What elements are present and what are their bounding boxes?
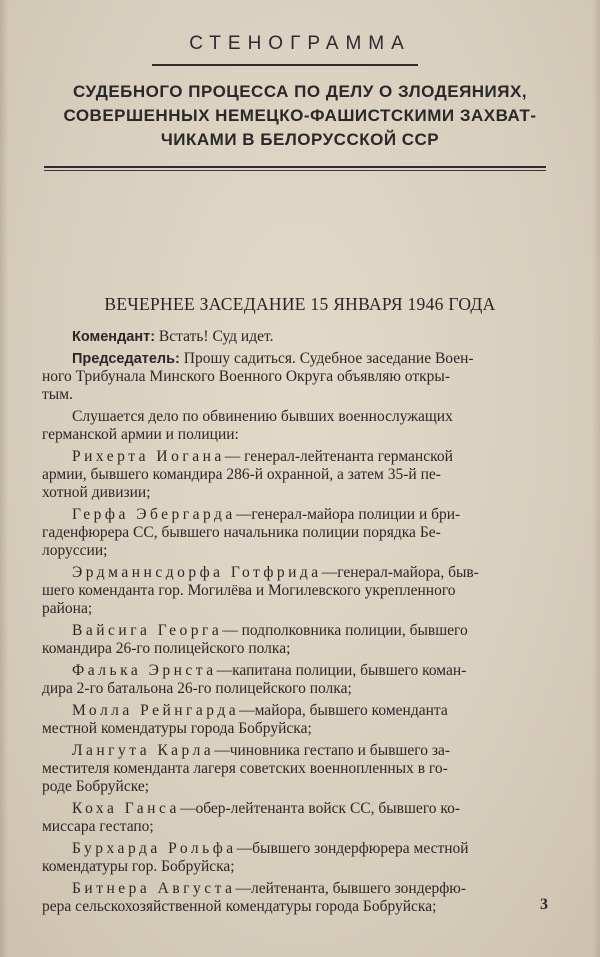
speaker-label: Комендант:	[72, 329, 156, 345]
line-text: —обер-лейтенанта войск СС, бывшего ко-	[179, 800, 461, 817]
transcript-body	[42, 328, 550, 920]
line-text: —генерал-майора, быв-	[321, 564, 479, 581]
transcript-line	[42, 640, 550, 658]
transcript-line	[42, 386, 550, 404]
line-text: —бывшего зондерфюрера местной	[236, 840, 469, 857]
page-number: 3	[540, 896, 548, 913]
transcript-line	[42, 582, 550, 600]
transcript-line	[42, 720, 550, 738]
transcript-paragraph	[42, 408, 550, 444]
transcript-paragraph	[42, 622, 550, 658]
transcript-line	[42, 600, 550, 618]
line-text: местной комендатуры города Бобруйска;	[42, 720, 312, 737]
transcript-line	[72, 662, 550, 680]
transcript-line	[42, 484, 550, 502]
line-text: шего коменданта гор. Могилёва и Могилевского укрепленного	[42, 582, 456, 599]
line-text: лоруссии;	[42, 542, 108, 559]
transcript-line	[42, 542, 550, 560]
line-text: Слушается дело по обвинению бывших военнослужащих	[72, 408, 453, 425]
transcript-paragraph	[42, 506, 550, 560]
transcript-line	[72, 408, 550, 426]
line-text: —лейтенанта, бывшего зондерфю-	[235, 880, 467, 897]
transcript-line	[72, 448, 550, 466]
transcript-line	[72, 880, 550, 898]
transcript-paragraph	[42, 350, 550, 404]
transcript-line	[72, 506, 550, 524]
transcript-line	[72, 840, 550, 858]
line-text: германской армии и полиции:	[42, 426, 239, 443]
line-text: армии, бывшего командира 286-й охранной, а затем 35-й пе-	[42, 466, 441, 483]
line-text: комендатуры гор. Бобруйска;	[42, 858, 235, 875]
defendant-name: Вайсига Георга	[72, 622, 223, 639]
line-text: дира 2-го батальона 26-го полицейского полка;	[42, 680, 352, 697]
transcript-line	[42, 426, 550, 444]
session-heading: ВЕЧЕРНЕЕ ЗАСЕДАНИЕ 15 ЯНВАРЯ 1946 ГОДА	[104, 294, 496, 314]
header-divider-thin	[44, 170, 546, 171]
line-text: роде Бобруйске;	[42, 778, 150, 795]
page-edge-right	[592, 0, 600, 957]
subtitle-line: СОВЕРШЕННЫХ НЕМЕЦКО-ФАШИСТСКИМИ ЗАХВАТ-	[63, 106, 537, 125]
line-text: — генерал-лейтенанта германской	[224, 448, 453, 465]
transcript-paragraph	[72, 328, 550, 346]
defendant-name: Коха Ганса	[72, 800, 180, 817]
transcript-line	[42, 760, 550, 778]
document-subtitle	[40, 80, 560, 152]
transcript-line	[72, 350, 550, 368]
defendant-name: Бурхарда Рольфа	[72, 840, 237, 857]
page-edge-left	[0, 0, 8, 957]
line-text: ного Трибунала Минского Военного Округа объявляю откры-	[42, 368, 450, 385]
speaker-label: Председатель:	[72, 351, 180, 367]
line-text: района;	[42, 600, 93, 617]
title-underline	[152, 64, 418, 66]
transcript-line	[42, 818, 550, 836]
defendant-name: Фалька Эрнста	[72, 662, 217, 679]
transcript-paragraph	[42, 662, 550, 698]
transcript-line	[72, 702, 550, 720]
line-text: хотной дивизии;	[42, 484, 151, 501]
document-title: СТЕНОГРАММА	[189, 33, 411, 54]
line-text: тым.	[42, 386, 73, 403]
line-text: —майора, бывшего коменданта	[239, 702, 448, 719]
line-text: местителя коменданта лагеря советских военнопленных в го-	[42, 760, 448, 777]
transcript-line	[42, 368, 550, 386]
transcript-line	[42, 524, 550, 542]
transcript-line	[72, 622, 550, 640]
transcript-paragraph	[42, 840, 550, 876]
transcript-line	[42, 466, 550, 484]
line-text: командира 26-го полицейского полка;	[42, 640, 291, 657]
line-text: —чиновника гестапо и бывшего за-	[214, 742, 451, 759]
line-text: рера сельскохозяйственной комендатуры города Бобруйска;	[42, 898, 437, 915]
transcript-paragraph	[42, 742, 550, 796]
transcript-paragraph	[42, 800, 550, 836]
transcript-line	[42, 778, 550, 796]
line-text: —генерал-майора полиции и бри-	[235, 506, 461, 523]
line-text: —капитана полиции, бывшего коман-	[216, 662, 467, 679]
subtitle-line: СУДЕБНОГО ПРОЦЕССА ПО ДЕЛУ О ЗЛОДЕЯНИЯХ,	[72, 82, 528, 101]
defendant-name: Эрдманнсдорфа Готфрида	[72, 564, 322, 581]
line-text: Встать! Суд идет.	[158, 328, 274, 345]
line-text: гаденфюрера СС, бывшего начальника полиции порядка Бе-	[42, 524, 441, 541]
transcript-paragraph	[42, 448, 550, 502]
transcript-line	[72, 800, 550, 818]
line-text: — подполковника полиции, бывшего	[222, 622, 468, 639]
header-divider-thick	[44, 166, 546, 168]
transcript-line	[72, 742, 550, 760]
defendant-name: Битнера Августа	[72, 880, 236, 897]
defendant-name: Герфа Эбергарда	[72, 506, 236, 523]
defendant-name: Рихерта Иогана	[72, 448, 225, 465]
transcript-line	[72, 328, 550, 346]
transcript-line	[42, 680, 550, 698]
line-text: миссара гестапо;	[42, 818, 154, 835]
transcript-paragraph	[42, 880, 550, 916]
subtitle-line: ЧИКАМИ В БЕЛОРУССКОЙ ССР	[160, 130, 440, 149]
transcript-line	[72, 564, 550, 582]
transcript-paragraph	[42, 564, 550, 618]
line-text: Прошу садиться. Судебное заседание Воен-	[183, 350, 474, 367]
transcript-paragraph	[42, 702, 550, 738]
transcript-line	[42, 858, 550, 876]
defendant-name: Лангута Карла	[72, 742, 215, 759]
defendant-name: Молла Рейнгарда	[72, 702, 240, 719]
transcript-line	[42, 898, 550, 916]
